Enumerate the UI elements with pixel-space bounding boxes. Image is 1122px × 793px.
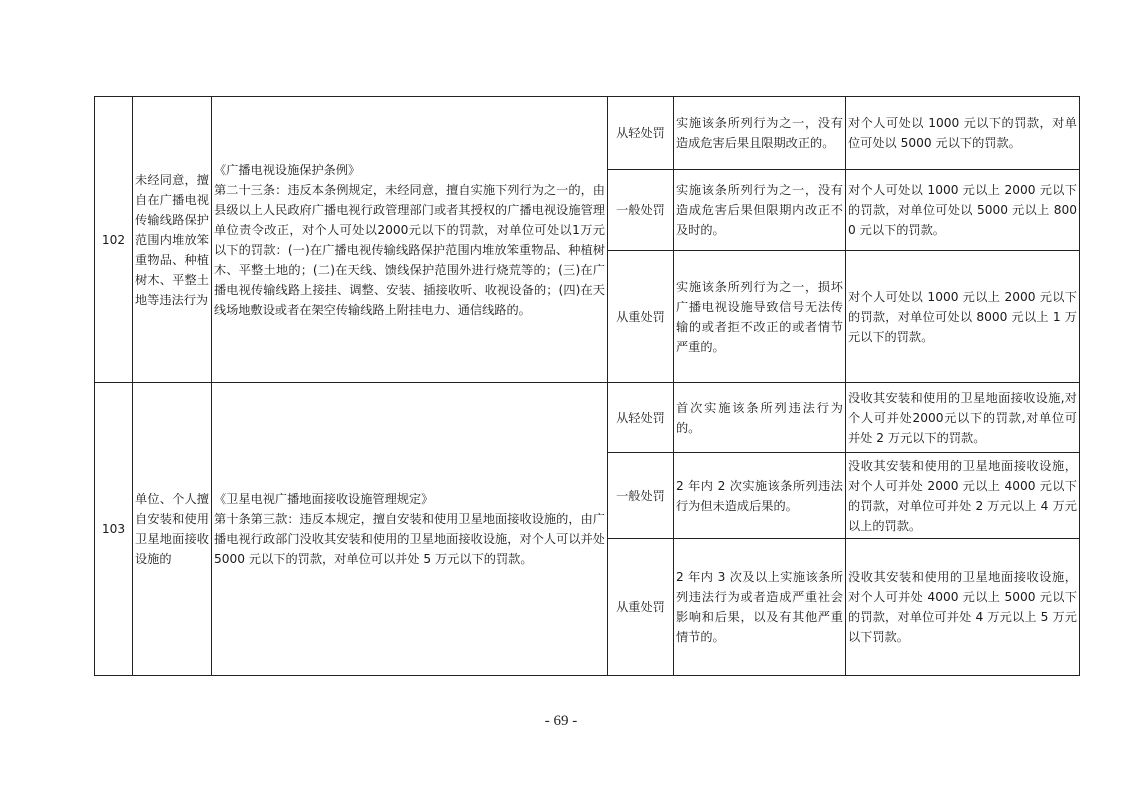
legal-basis — [212, 383, 608, 676]
law-text: 第二十三条：违反本条例规定，未经同意，擅自实施下列行为之一的，由县级以上人民政府广播电视行政管理部门或者其授权的广播电视设施管理单位责令改正，对个人可处以2000元以下的罚款，对单位可处以1万元以下的罚款：(一)在广播电视传输线路保护范围内堆放笨重物品、种植树木、平整土地的；(二)在天线、馈线保护范围外进行烧荒等的；(三)在广播电视传输线路上接挂、调整、安装、插接收听、收视设备的；(四)在天线场地敷设或者在架空传输线路上附挂电力、通信线路的。 — [214, 182, 605, 317]
penalty-amount: 没收其安装和使用的卫星地面接收设施,对个人可并处2000元以下的罚款,对单位可并处 2 万元以下的罚款。 — [846, 383, 1080, 453]
legal-basis — [212, 97, 608, 383]
table-row — [95, 97, 1080, 170]
penalty-level: 从重处罚 — [608, 539, 674, 676]
item-number: 102 — [95, 97, 133, 383]
circumstance: 首次实施该条所列违法行为的。 — [674, 383, 846, 453]
circumstance: 2 年内 3 次及以上实施该条所列违法行为或者造成严重社会影响和后果，以及有其他严重情节的。 — [674, 539, 846, 676]
penalty-amount: 对个人可处以 1000 元以上 2000 元以下的罚款，对单位可处以 8000 元以上 1 万元以下的罚款。 — [846, 251, 1080, 383]
penalty-amount: 对个人可处以 1000 元以下的罚款，对单位可处以 5000 元以下的罚款。 — [846, 97, 1080, 170]
penalty-amount: 没收其安装和使用的卫星地面接收设施，对个人可并处 2000 元以上 4000 元以下的罚款，对单位可并处 2 万元以上 4 万元以上的罚款。 — [846, 453, 1080, 539]
item-number: 103 — [95, 383, 133, 676]
law-title: 《广播电视设施保护条例》 — [214, 162, 361, 177]
penalty-amount: 没收其安装和使用的卫星地面接收设施，对个人可并处 4000 元以上 5000 元以下的罚款，对单位可并处 4 万元以上 5 万元以下罚款。 — [846, 539, 1080, 676]
circumstance: 实施该条所列行为之一，没有造成危害后果且限期改正的。 — [674, 97, 846, 170]
circumstance: 实施该条所列行为之一，没有造成危害后果但限期内改正不及时的。 — [674, 170, 846, 251]
penalty-standards-table — [94, 96, 1080, 676]
violation-description: 单位、个人擅自安装和使用卫星地面接收设施的 — [133, 383, 212, 676]
page-number: - 69 - — [544, 713, 578, 729]
law-text: 第十条第三款：违反本规定，擅自安装和使用卫星地面接收设施的，由广播电视行政部门没收其安装和使用的卫星地面接收设施，对个人可以并处5000 元以下的罚款，对单位可以并处 5 万元以下的罚款。 — [214, 512, 605, 566]
penalty-level: 一般处罚 — [608, 170, 674, 251]
penalty-level: 从轻处罚 — [608, 97, 674, 170]
circumstance: 2 年内 2 次实施该条所列违法行为但未造成后果的。 — [674, 453, 846, 539]
violation-description: 未经同意，擅自在广播电视传输线路保护范围内堆放笨重物品、种植树木、平整土地等违法行为 — [133, 97, 212, 383]
penalty-level: 从轻处罚 — [608, 383, 674, 453]
table-row — [95, 383, 1080, 453]
penalty-amount: 对个人可处以 1000 元以上 2000 元以下的罚款，对单位可处以 5000 元以上 8000 元以下的罚款。 — [846, 170, 1080, 251]
penalty-level: 一般处罚 — [608, 453, 674, 539]
law-title: 《卫星电视广播地面接收设施管理规定》 — [214, 492, 434, 506]
circumstance: 实施该条所列行为之一，损坏广播电视设施导致信号无法传输的或者拒不改正的或者情节严重的。 — [674, 251, 846, 383]
penalty-level: 从重处罚 — [608, 251, 674, 383]
